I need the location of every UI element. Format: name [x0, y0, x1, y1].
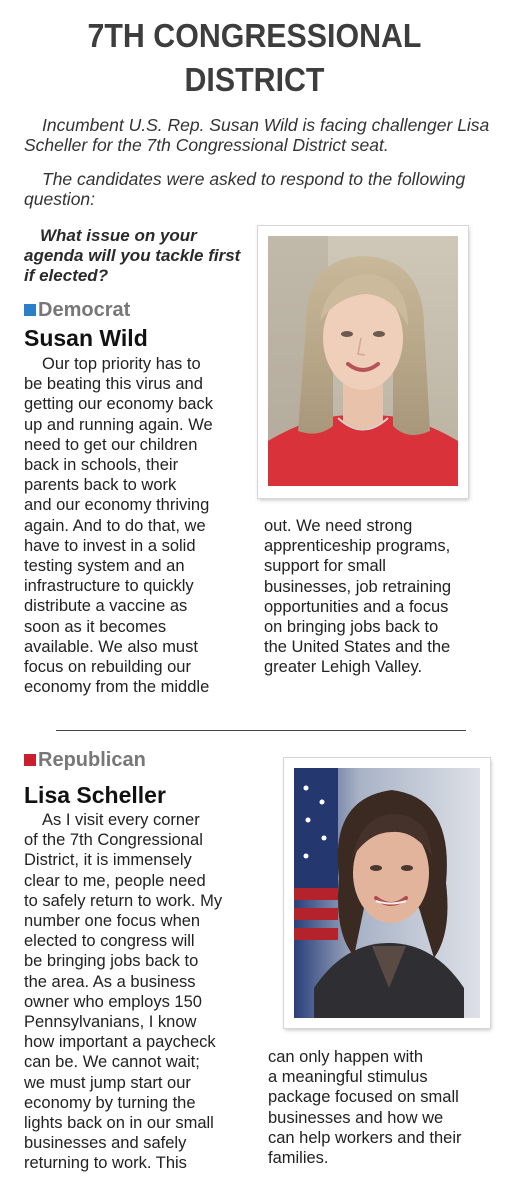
intro-paragraph [24, 115, 504, 155]
answer-line: Our top priority has to [42, 355, 201, 373]
answer-line: economy from the middle [24, 678, 210, 697]
answer-line: businesses and how we [268, 1108, 444, 1127]
scheller-answer-column-1 [24, 810, 264, 1174]
answer-line: of the 7th Congressional [24, 831, 203, 850]
answer-line: can only happen with [268, 1048, 424, 1066]
answer-line: on bringing jobs back to [264, 618, 439, 637]
answer-line: be beating this virus and [24, 375, 203, 394]
answer-line: parents back to work [24, 476, 177, 495]
answer-line: Pennsylvanians, I know [24, 1013, 197, 1032]
answer-line: owner who employs 150 [24, 992, 202, 1011]
answer-line: back in schools, their [24, 456, 179, 475]
answer-line: focus on rebuilding our [24, 658, 191, 677]
answer-line: a meaningful stimulus [268, 1068, 428, 1087]
scheller-answer-column-2 [268, 1047, 493, 1168]
answer-line: the area. As a business [24, 972, 196, 991]
answer-line: returning to work. This [24, 1154, 187, 1173]
title-line-2: DISTRICT [184, 61, 325, 98]
answer-line: clear to me, people need [24, 871, 206, 890]
intro-text: Incumbent U.S. Rep. Susan Wild is facing challenger Lisa Scheller for the 7th Congressional District seat. [24, 115, 490, 155]
section-divider [56, 730, 466, 731]
answer-line: soon as it becomes [24, 617, 167, 636]
candidate-name-scheller: Lisa Scheller [24, 782, 166, 808]
answer-line: getting our economy back [24, 395, 213, 414]
answer-line: package focused on small [268, 1088, 459, 1107]
answer-line: available. We also must [24, 637, 198, 656]
answer-line: District, it is immensely [24, 851, 192, 870]
answer-line: support for small [264, 557, 386, 576]
party-label-republican [24, 748, 146, 772]
answer-line: how important a paycheck [24, 1033, 216, 1052]
answer-line: have to invest in a solid [24, 536, 196, 555]
question-intro-text: The candidates were asked to respond to the following question: [24, 169, 466, 209]
answer-line: can help workers and their [268, 1128, 462, 1147]
answer-line: economy by turning the [24, 1093, 196, 1112]
answer-line: to safely return to work. My [24, 891, 223, 910]
answer-line: greater Lehigh Valley. [264, 658, 423, 677]
question-intro-paragraph [24, 169, 504, 209]
democrat-square-icon [24, 304, 36, 316]
answer-line: up and running again. We [24, 415, 213, 434]
answer-line: testing system and an [24, 557, 185, 576]
lisa-scheller-portrait-image [284, 758, 490, 1028]
answer-line: can be. We cannot wait; [24, 1053, 200, 1072]
answer-line: businesses and safely [24, 1134, 187, 1153]
candidate-name-wild: Susan Wild [24, 325, 148, 351]
answer-line: and our economy thriving [24, 496, 210, 515]
answer-line: families. [268, 1149, 329, 1168]
answer-line: As I visit every corner [42, 811, 200, 829]
republican-square-icon [24, 754, 36, 766]
answer-line: we must jump start our [24, 1073, 191, 1092]
answer-line: elected to congress will [24, 932, 195, 951]
party-label-democrat [24, 298, 130, 322]
answer-line: businesses, job retraining [264, 577, 452, 596]
susan-wild-photo [258, 226, 468, 498]
lisa-scheller-photo [284, 758, 490, 1028]
answer-line: again. And to do that, we [24, 516, 206, 535]
title-line-1: 7TH CONGRESSIONAL [87, 17, 422, 54]
party-name: Democrat [38, 299, 131, 321]
answer-line: need to get our children [24, 435, 198, 454]
answer-line: number one focus when [24, 912, 201, 931]
question [24, 226, 244, 286]
answer-line: opportunities and a focus [264, 597, 449, 616]
answer-line: out. We need strong [264, 517, 413, 535]
answer-line: distribute a vaccine as [24, 597, 188, 616]
wild-answer-column-2 [264, 516, 489, 678]
wild-answer-column-1 [24, 354, 254, 697]
answer-line: the United States and the [264, 638, 451, 657]
page-title [20, 14, 488, 102]
answer-line: lights back on in our small [24, 1114, 214, 1133]
question-text: What issue on your agenda will you tackle first if elected? [24, 226, 241, 285]
answer-line: apprenticeship programs, [264, 537, 451, 556]
answer-line: be bringing jobs back to [24, 952, 199, 971]
party-name: Republican [38, 749, 146, 771]
answer-line: infrastructure to quickly [24, 577, 194, 596]
susan-wild-portrait-image [258, 226, 468, 498]
